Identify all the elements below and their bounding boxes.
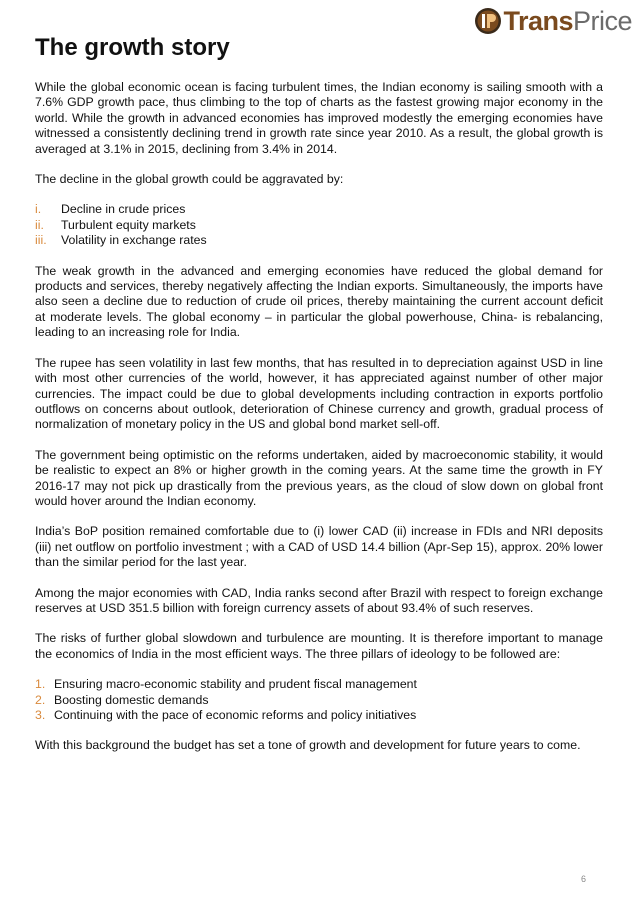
paragraph-decline-lead: The decline in the global growth could be aggravated by: — [35, 172, 344, 187]
list-marker: 3. — [35, 708, 46, 722]
list-item — [35, 202, 603, 217]
list-item-text: Decline in crude prices — [61, 202, 186, 217]
paragraph-reserves: Among the major economies with CAD, India ranks second after Brazil with respect to foreign exchange reserves at USD 351.5 billion with foreign currency assets of about 93.4% of such reserves. — [35, 585, 603, 615]
paragraph-conclusion: With this background the budget has set a tone of growth and development for future years to come. — [35, 738, 581, 753]
list-item-text: Turbulent equity markets — [61, 217, 196, 232]
list-item — [35, 677, 603, 692]
list-marker: 2. — [35, 692, 46, 707]
logo-wordmark: TransPrice — [503, 5, 632, 36]
list-marker: ii. — [35, 217, 44, 232]
paragraph-rupee: The rupee has seen volatility in last few months, that has resulted in to depreciation against USD in line with most other currencies of the world, however, it has appreciated against number of other major currencies. The impact could be due to global developments including contraction in exports portfolio outflows on concerns about outlook, deterioration of Chinese currency and growth, gradual process of normalization of monetary policy in the US and global bond market sell-off. — [35, 355, 603, 432]
list-item-text: Continuing with the pace of economic reforms and policy initiatives — [54, 708, 417, 722]
paragraph-weak-growth: The weak growth in the advanced and emerging economies have reduced the global demand for products and services, thereby negatively affecting the Indian exports. Simultaneously, the imports have also seen a decline due to reduction of crude oil prices, thereby maintaining the current account deficit at moderate levels. The global economy – in particular the global powerhouse, China- is rebalancing, leading to an increasing role for India. — [35, 263, 603, 340]
list-item — [35, 233, 603, 248]
list-item-text: Boosting domestic demands — [54, 692, 209, 707]
paragraph-intro: While the global economic ocean is facing turbulent times, the Indian economy is sailing smooth with a 7.6% GDP growth pace, thus climbing to the top of charts as the fastest growing major economy in the world. While the growth in advanced economies has improved modestly the emerging economies have witnessed a consistently declining trend in growth rate since year 2010. As a result, the global growth is averaged at 3.1% in 2015, declining from 3.4% in 2014. — [35, 80, 603, 156]
list-item-text: Volatility in exchange rates — [61, 233, 207, 248]
list-item — [35, 708, 603, 723]
document-body — [35, 80, 603, 769]
transprice-logo — [474, 4, 632, 38]
roman-list — [35, 202, 603, 248]
paragraph-government: The government being optimistic on the reforms undertaken, aided by macroeconomic stability, it would be realistic to expect an 8% or higher growth in the coming years. At the same time the growth in FY 2016-17 may not pick up drastically from the previous years, as the cloud of slow down on global front would hover around the Indian economy. — [35, 447, 603, 508]
page-title: The growth story — [35, 34, 230, 61]
list-item — [35, 218, 603, 233]
list-marker: i. — [35, 202, 42, 217]
paragraph-risks: The risks of further global slowdown and turbulence are mounting. It is therefore important to manage the economics of India in the most efficient ways. The three pillars of ideology to be followed are: — [35, 631, 603, 661]
list-item-text: Ensuring macro-economic stability and prudent fiscal management — [54, 677, 417, 692]
paragraph-bop: India’s BoP position remained comfortable due to (i) lower CAD (ii) increase in FDIs and NRI deposits (iii) net outflow on portfolio investment ; with a CAD of USD 14.4 billion (Apr-Sep 15), approx. 20% lower than the similar period for the last year. — [35, 524, 603, 570]
transprice-logo-icon — [474, 7, 502, 35]
page-number: 6 — [580, 874, 586, 884]
list-marker: 1. — [35, 677, 46, 692]
numbered-list — [35, 677, 603, 723]
list-marker: iii. — [35, 233, 47, 248]
list-item — [35, 693, 603, 708]
